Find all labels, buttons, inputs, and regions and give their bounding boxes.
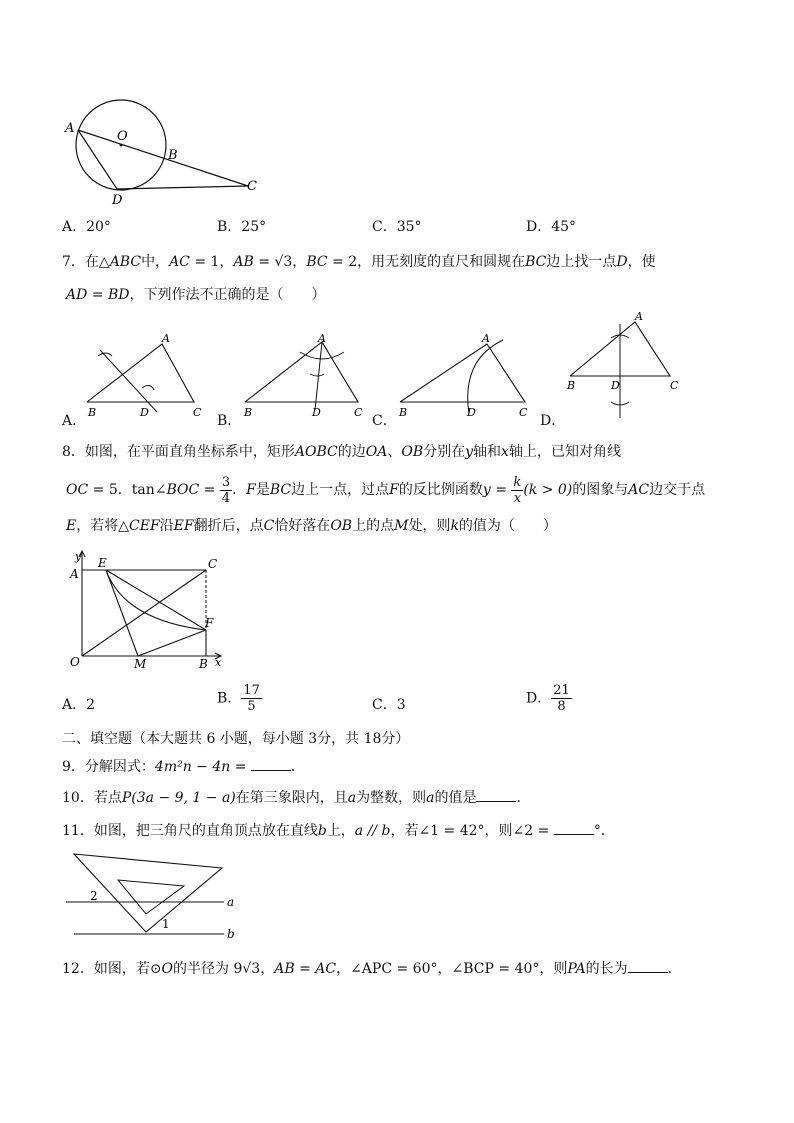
arc-mid	[310, 374, 324, 376]
section-2-title: 二、填空题（本大题共 6 小题，每小题 3分，共 18分）	[62, 731, 410, 747]
svg-text:B: B	[244, 406, 253, 419]
label-A: A	[65, 121, 75, 136]
q8-line-3: E，若将△CEF沿EF翻折后，点C恰好落在OB上的点M处，则k的值为（ ）	[66, 518, 557, 534]
q8-option-a[interactable]: A．2	[62, 697, 96, 713]
svg-text:y: y	[75, 550, 82, 563]
q6-circle-figure	[60, 92, 270, 208]
svg-text:O: O	[70, 655, 80, 669]
label-O: O	[117, 129, 128, 144]
svg-text:a: a	[227, 895, 235, 909]
label-C: C	[247, 179, 257, 194]
svg-text:F: F	[205, 616, 214, 630]
q7-option-b[interactable]: B．	[217, 413, 242, 429]
svg-text:B: B	[399, 406, 408, 419]
q7-option-c[interactable]: C．	[372, 413, 397, 429]
fraction-3-4: $\frac{3}{4}$	[221, 474, 231, 506]
q12-answer-blank[interactable]	[628, 960, 668, 973]
q7-figure-d	[565, 308, 695, 423]
triangle-c	[400, 344, 525, 402]
line-mf	[138, 630, 206, 656]
svg-text:A: A	[162, 332, 170, 345]
perp-bisector	[100, 350, 157, 412]
arc-2	[142, 385, 154, 390]
svg-text:2: 2	[90, 889, 98, 903]
q7-option-d[interactable]: D．	[540, 413, 566, 429]
q10-answer-blank[interactable]	[476, 789, 516, 802]
svg-text:C: C	[208, 557, 218, 571]
svg-text:D: D	[140, 406, 149, 419]
diagonal-oc	[82, 570, 206, 656]
q11-set-square-figure	[62, 848, 247, 943]
svg-text:E: E	[98, 556, 107, 570]
q6-option-a[interactable]: A．20°	[62, 219, 111, 235]
q7-option-a[interactable]: A．	[62, 413, 87, 429]
q7-line-2: AD = BD，下列作法不正确的是（ ）	[66, 287, 326, 303]
svg-text:x: x	[215, 656, 222, 669]
triangle-b	[245, 342, 358, 402]
q8-option-b[interactable]: B． $\frac{17}{5}$	[217, 683, 260, 714]
svg-text:B: B	[567, 379, 576, 392]
q7-figure-c	[395, 330, 535, 425]
arc-from-b	[468, 340, 503, 414]
q8-option-d[interactable]: D． $\frac{21}{8}$	[526, 683, 570, 714]
svg-text:B: B	[199, 657, 208, 670]
svg-text:A: A	[635, 310, 643, 323]
label-B: B	[168, 148, 178, 163]
line-a-c	[78, 130, 248, 186]
svg-text:A: A	[70, 567, 79, 581]
q8-coordinate-figure	[62, 548, 237, 670]
line-ef	[106, 570, 206, 630]
q8-line-2: OC = 5．tan∠BOC = $\frac{3}{4}$ ．F是BC边上一点，过点F的反比例函数y = $\frac{k}{x}$ (k > 0)的图象与AC边交于点	[66, 474, 706, 506]
arc-top	[300, 352, 344, 359]
q9-line: 9．分解因式：4m²n − 4n = ．	[62, 759, 305, 775]
q11-answer-blank[interactable]	[554, 822, 594, 835]
q8-line-1: 8．如图，在平面直角坐标系中，矩形AOBC的边OA、OB分别在y轴和x轴上，已知对角线	[62, 444, 621, 460]
q9-answer-blank[interactable]	[251, 758, 291, 771]
svg-text:A: A	[482, 332, 490, 345]
svg-text:B: B	[88, 406, 97, 419]
svg-text:D: D	[312, 406, 321, 419]
svg-text:b: b	[227, 927, 235, 941]
q8-option-c[interactable]: C．3	[372, 697, 406, 713]
fraction-k-x: $\frac{k}{x}$	[513, 474, 522, 506]
svg-text:C: C	[670, 379, 679, 392]
svg-text:C: C	[354, 406, 363, 419]
svg-text:A: A	[318, 332, 326, 345]
svg-text:C: C	[193, 406, 202, 419]
q10-line: 10．若点P(3a − 9, 1 − a)在第三象限内，且a为整数，则a的值是 ．	[62, 790, 531, 806]
q7-line-1: 7．在△ABC中，AC = 1，AB = √3，BC = 2，用无刻度的直尺和圆规在BC边上找一点D，使	[62, 254, 656, 270]
line-a-d	[78, 130, 117, 189]
label-D: D	[112, 193, 123, 208]
svg-text:M: M	[134, 657, 147, 670]
svg-text:1: 1	[162, 917, 170, 931]
svg-text:D: D	[611, 379, 620, 392]
q12-line: 12．如图，若⊙O的半径为 9√3，AB = AC，∠APC = 60°，∠BCP = 40°，则PA的长为 ．	[62, 961, 682, 977]
line-em	[106, 570, 138, 656]
q11-line: 11．如图，把三角尺的直角顶点放在直线b上，a // b，若∠1 = 42°，则∠2 = °．	[62, 823, 615, 839]
q7-figure-b	[240, 330, 380, 425]
q6-option-b[interactable]: B．25°	[217, 219, 267, 235]
svg-text:D: D	[467, 406, 476, 419]
q6-option-c[interactable]: C．35°	[372, 219, 422, 235]
q6-option-d[interactable]: D．45°	[526, 219, 577, 235]
svg-text:C: C	[519, 406, 528, 419]
